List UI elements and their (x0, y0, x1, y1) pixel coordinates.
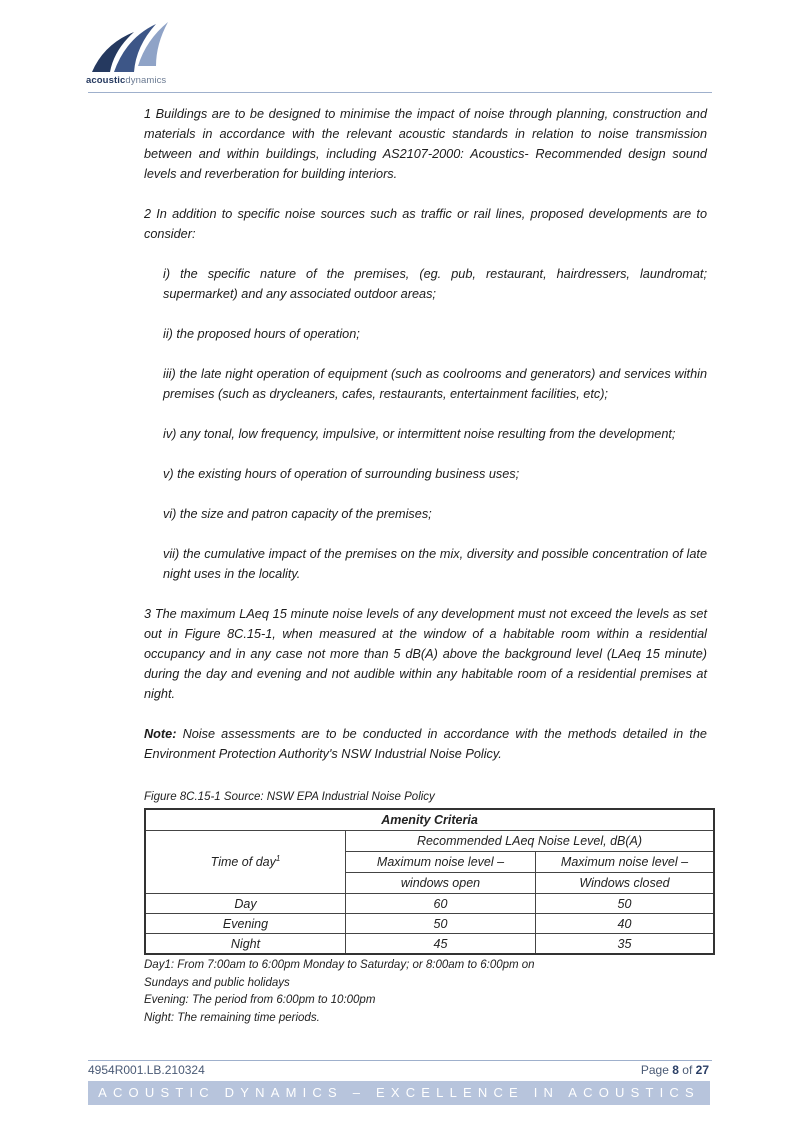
note-label: Note: (144, 727, 177, 741)
page-number: Page 8 of 27 (640, 1063, 709, 1077)
row-time: Evening (145, 914, 346, 934)
list-item-iv: iv) any tonal, low frequency, impulsive, or intermittent noise resulting from the development; (163, 427, 676, 441)
table-row (145, 894, 714, 914)
table-title: Amenity Criteria (145, 809, 714, 831)
document-reference: 4954R001.LB.210324 (88, 1063, 205, 1077)
paragraph-1: 1 Buildings are to be designed to minimise the impact of noise through planning, construction and materials in accordance with the relevant acoustic standards in relation to noise transmission between and within buildings, including AS2107-2000: Acoustics- Recommended design sound levels and reverberation for building interiors. (144, 107, 707, 181)
paragraph-3: 3 The maximum LAeq 15 minute noise levels of any development must not exceed the levels as set out in Figure 8C.15-1, when measured at the window of a habitable room within a residential occupancy and in any case not more than 5 dB(A) above the background level (LAeq 15 minute) during the day and evening and not audible within any habitable room of a residential premises at night. (144, 607, 707, 701)
row-open: 50 (346, 914, 536, 934)
list-item-v: v) the existing hours of operation of surrounding business uses; (163, 467, 520, 481)
amenity-criteria-table (144, 808, 715, 955)
list-item-i: i) the specific nature of the premises, (eg. pub, restaurant, hairdressers, laundromat; supermarket) and any associated outdoor areas; (163, 267, 707, 301)
header-time-of-day: Time of day$^1$ (145, 831, 346, 894)
header-windows-closed-line2: Windows closed (536, 873, 715, 894)
row-closed: 35 (536, 934, 715, 955)
figure-caption: Figure 8C.15-1 Source: NSW EPA Industrial Noise Policy (144, 791, 435, 803)
note-paragraph (144, 724, 707, 764)
footer-banner: ACOUSTIC DYNAMICS – EXCELLENCE IN ACOUSTICS (88, 1081, 710, 1105)
list-item-iii: iii) the late night operation of equipment (such as coolrooms and generators) and services within premises (such as drycleaners, cafes, restaurants, entertainment facilities, etc); (163, 367, 707, 401)
footnote-night: Night: The remaining time periods. (144, 1011, 320, 1024)
table-row (145, 914, 714, 934)
note-text: Noise assessments are to be conducted in accordance with the methods detailed in the Environment Protection Authority's NSW Industrial Noise Policy. (144, 727, 707, 761)
list-item-ii: ii) the proposed hours of operation; (163, 327, 360, 341)
row-time: Night (145, 934, 346, 955)
table-footnotes (144, 957, 535, 1027)
row-time: Day (145, 894, 346, 914)
list-item-vi: vi) the size and patron capacity of the premises; (163, 507, 432, 521)
logo-wordmark: acousticdynamics (86, 75, 167, 86)
footnote-evening: Evening: The period from 6:00pm to 10:00pm (144, 994, 376, 1006)
document-body (144, 104, 707, 764)
header-windows-closed-line1: Maximum noise level – (536, 852, 715, 873)
table-row (145, 934, 714, 955)
logo-sails-icon (86, 14, 176, 76)
header-windows-open-line2: windows open (346, 873, 536, 894)
list-item-vii: vii) the cumulative impact of the premises on the mix, diversity and possible concentration of late night uses in the locality. (163, 547, 707, 581)
row-open: 45 (346, 934, 536, 955)
company-logo (86, 14, 176, 90)
paragraph-2: 2 In addition to specific noise sources such as traffic or rail lines, proposed developments are to consider: (144, 207, 707, 241)
footnote-day-2: Sundays and public holidays (144, 976, 290, 989)
header-recommended-level: Recommended LAeq Noise Level, dB(A) (346, 831, 715, 852)
header-windows-open-line1: Maximum noise level – (346, 852, 536, 873)
row-closed: 50 (536, 894, 715, 914)
row-open: 60 (346, 894, 536, 914)
header-rule (88, 92, 712, 93)
footer-rule (88, 1060, 712, 1061)
footnote-day-1: Day1: From 7:00am to 6:00pm Monday to Saturday; or 8:00am to 6:00pm on (144, 959, 535, 971)
row-closed: 40 (536, 914, 715, 934)
